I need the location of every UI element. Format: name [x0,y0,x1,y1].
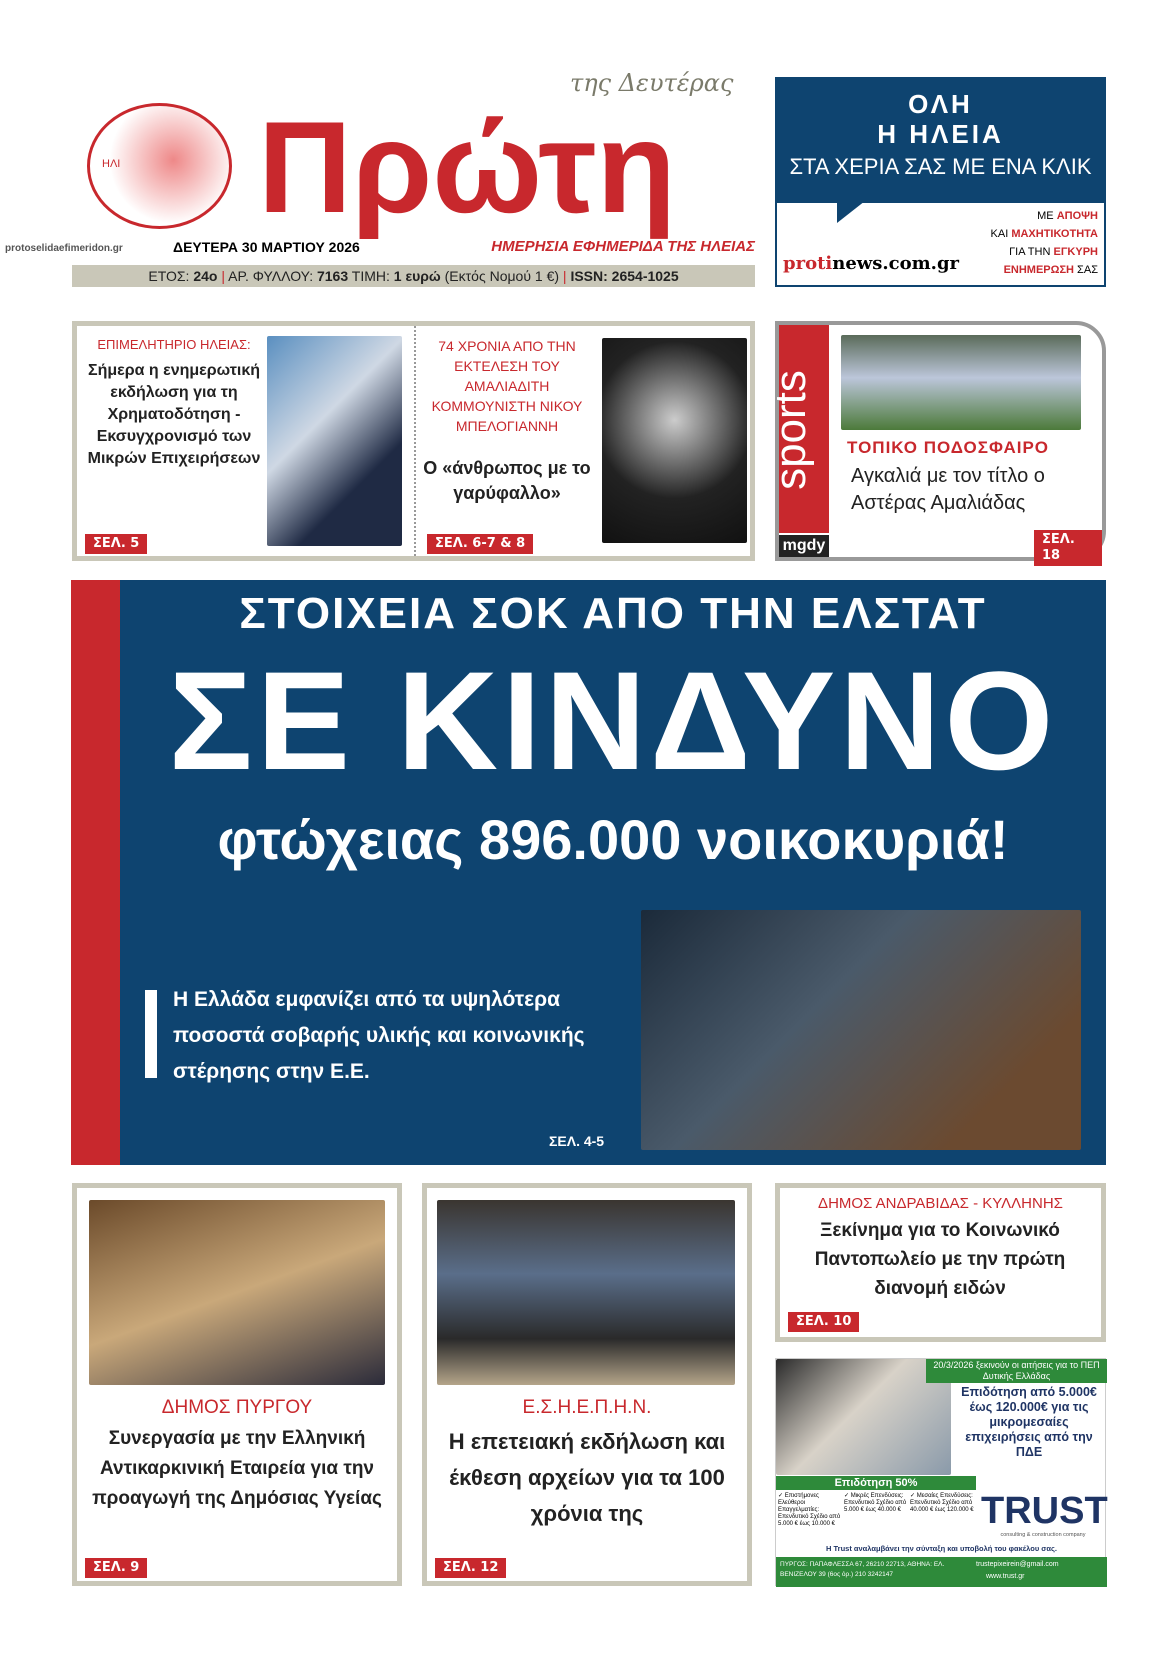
story1-headline[interactable]: Σήμερα η ενημερωτική εκδήλωση για τη Χρηματοδότηση - Εκσυγχρονισμό των Μικρών Επιχειρήσεων [87,362,261,467]
tagline: ΗΜΕΡΗΣΙΑ ΕΦΗΜΕΡΙΔΑ ΤΗΣ ΗΛΕΙΑΣ [491,238,755,255]
coin-text: ΗΛΙ [102,158,121,170]
story5-page: ΣΕΛ. 10 [788,1312,859,1332]
ad-col-2: ✓ Μικρές Επενδύσεις: Επενδυτικό Σχέδιο από 5.000 € έως 40.000 € [844,1493,907,1513]
story4-kicker: Ε.Σ.Η.Ε.Π.Η.Ν. [522,1397,652,1418]
ad-brand: TRUST [981,1490,1108,1532]
story1-kicker: ΕΠΙΜΕΛΗΤΗΡΙΟ ΗΛΕΙΑΣ: [97,337,251,352]
issue-date: ΔΕΥΤΕΡΑ 30 ΜΑΡΤΙΟΥ 2026 [173,239,360,255]
sports-headline[interactable]: Αγκαλιά με τον τίτλο ο Αστέρας Αμαλιάδας [851,465,1045,514]
promo-line1: ΟΛΗ [908,89,973,119]
sports-box[interactable] [765,321,1106,563]
story3-kicker: ΔΗΜΟΣ ΠΥΡΓΟΥ [161,1397,313,1418]
lead-story[interactable] [71,580,1106,1165]
ad-note: Η Trust αναλαμβάνει την σύνταξη και υποβολή του φακέλου σας. [825,1544,1057,1553]
lead-kicker: ΣΤΟΙΧΕΙΑ ΣΟΚ ΑΠΟ ΤΗΝ ΕΛΣΤΑΤ [239,589,987,638]
ad-col-3: ✓ Μεσαίες Επενδύσεις: Επενδυτικό Σχέδιο από 40.000 € έως 120.000 € [910,1493,974,1513]
info-bar: ΕΤΟΣ: 24ο | ΑΡ. ΦΥΛΛΟΥ: 7163 ΤΙΜΗ: 1 ευρώ (Εκτός Νομού 1 €) | ISSN: 2654-1025 [72,265,755,287]
promo-slogan: ΜΕ ΑΠΟΨΗ ΚΑΙ ΜΑΧΗΤΙΚΟΤΗΤΑ ΓΙΑ ΤΗΝ ΕΓΚΥΡΗ ΕΝΗΜΕΡΩΣΗ ΣΑΣ [990,210,1098,276]
promo-site[interactable]: protinews.com.gr [783,253,960,274]
promo-box[interactable] [775,77,1106,287]
story1-photo [267,336,402,546]
promo-line2: Η ΗΛΕΙΑ [877,119,1004,149]
sports-page: ΣΕΛ. 18 [1034,530,1102,566]
story3-photo [89,1200,385,1385]
masthead-script: της Δευτέρας [570,69,734,97]
coin-logo [87,103,232,229]
lead-subhead: φτώχειας 896.000 νοικοκυριά! [217,808,1009,871]
ad-brand-sub: consulting & construction company [1000,1532,1086,1538]
story4-headline[interactable]: Η επετειακή εκδήλωση και έκθεση αρχείων για τα 100 χρόνια της [448,1429,726,1526]
sports-brand: mgdy [779,535,829,557]
promo-line3: ΣΤΑ ΧΕΡΙΑ ΣΑΣ ΜΕ ΕΝΑ ΚΛΙΚ [789,154,1092,179]
ad-rate: Επιδότηση 50% [776,1476,976,1490]
masthead-title: Πρώτη [258,94,676,240]
lead-page: ΣΕΛ. 4-5 [549,1133,605,1149]
story2-headline[interactable]: Ο «άνθρωπος με το γαρύφαλλο» [423,458,591,503]
trust-ad[interactable] [775,1358,1106,1586]
story2-page: ΣΕΛ. 6-7 & 8 [427,534,533,554]
sports-band: sports [779,325,829,533]
ad-col-1: ✓ Επιστήμονες Ελεύθεροι Επαγγελματίες: Επενδυτικό Σχέδιο από 5.000 € έως 10.000 € [778,1493,841,1527]
story-box-5[interactable] [775,1183,1106,1342]
watermark: protoselidaefimeridon.gr [5,243,123,254]
story3-page: ΣΕΛ. 9 [85,1558,147,1578]
story2-photo [602,338,747,543]
lead-headline[interactable]: ΣΕ ΚΙΝΔΥΝΟ [168,642,1058,799]
story1-page: ΣΕΛ. 5 [85,534,147,554]
ad-offer: Επιδότηση από 5.000€ έως 120.000€ για τις μικρομεσαίες επιχειρήσεις από την ΠΔΕ [961,1385,1097,1459]
ad-banner: 20/3/2026 ξεκινούν οι αιτήσεις για το ΠΕΠ Δυτικής Ελλάδας [926,1359,1107,1383]
story4-photo [437,1200,735,1385]
ad-photo [776,1359,951,1475]
ad-address: ΠΥΡΓΟΣ: ΠΑΠΑΦΛΕΣΣΑ 67, 26210 22713, ΑΘΗΝΑ: ΕΛ. ΒΕΝΙΖΕΛΟΥ 39 (6ος όρ.) 210 3242147 [780,1561,945,1578]
ad-email[interactable]: trustepixeirein@gmail.com [976,1561,1059,1568]
story-box-3[interactable] [72,1183,402,1586]
story5-headline[interactable]: Ξεκίνημα για το Κοινωνικό Παντοπωλείο με την πρώτη διανομή ειδών [814,1220,1066,1299]
story4-page: ΣΕΛ. 12 [435,1558,506,1578]
story2-kicker: 74 ΧΡΟΝΙΑ ΑΠΟ ΤΗΝ ΕΚΤΕΛΕΣΗ ΤΟΥ ΑΜΑΛΙΑΔΙΤΗ ΚΟΜΜΟΥΝΙΣΤΗ ΝΙΚΟΥ ΜΠΕΛΟΓΙΑΝΝΗ [431,338,583,434]
story-box-1[interactable] [72,321,755,561]
story-box-4[interactable] [422,1183,752,1586]
sports-photo [841,335,1081,430]
lead-photo [641,910,1081,1150]
ad-web[interactable]: www.trust.gr [986,1573,1025,1580]
story5-kicker: ΔΗΜΟΣ ΑΝΔΡΑΒΙΔΑΣ - ΚΥΛΛΗΝΗΣ [818,1195,1063,1212]
sports-kicker: ΤΟΠΙΚΟ ΠΟΔΟΣΦΑΙΡΟ [847,438,1050,457]
story3-headline[interactable]: Συνεργασία με την Ελληνική Αντικαρκινική Εταιρεία για την προαγωγή της Δημόσιας Υγείας [92,1428,382,1509]
lead-standfirst: Η Ελλάδα εμφανίζει από τα υψηλότερα ποσοστά σοβαρής υλικής και κοινωνικής στέρησης στην Ε.Ε. [173,988,585,1083]
